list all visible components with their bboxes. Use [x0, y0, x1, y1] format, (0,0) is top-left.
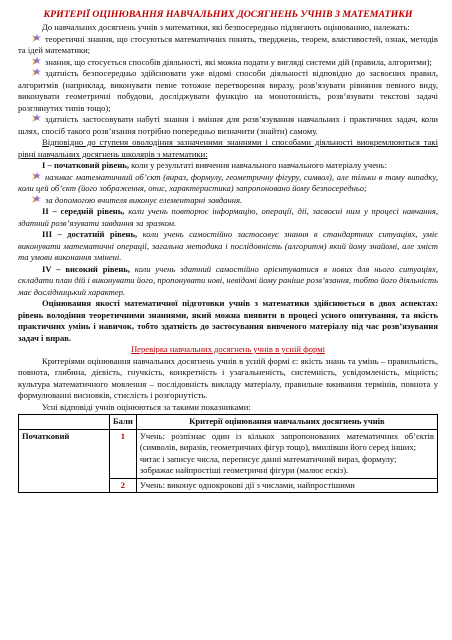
level-4-paragraph	[18, 264, 438, 299]
table-header-level	[19, 415, 110, 430]
table-intro: Усні відповіді учнів оцінюються за такими показниками:	[42, 401, 251, 412]
level-4-text: коли учень здатний самостійно орієнтуватися в нових для нього ситуаціях, складати план дій і виконувати його, пропонувати нові, невідомі йому раніше розв’язання, тобто його діяльність має дослідницький характер.	[18, 263, 438, 297]
criteria-line: читає і записує числа, переписує данні математичний вираз, формулу;	[139, 453, 397, 464]
star-arrow-bullet-icon	[32, 172, 42, 181]
levels-intro: Відповідно до ступеня оволодіння зазначеними знаннями і способами діяльності виокремлюються такі рівні навчальних досягнень школярів з математики:	[18, 137, 438, 159]
bullet-item	[18, 34, 438, 57]
level-3-heading: III – достатній рівень,	[42, 229, 138, 239]
level-2-heading: II – середній рівень,	[42, 206, 125, 216]
level-2-paragraph	[18, 206, 438, 229]
bullet-text: знання, що стосується способів діяльності, які можна подати у вигляді системи дій (правила, алгоритми);	[45, 56, 432, 67]
level-1-item	[18, 172, 438, 195]
bullet-text: теоретичні знання, що стосуються математичних понять, тверджень, теорем, властивостей, ознак, методів та ідей математики;	[18, 33, 438, 55]
table-header-criteria: Критерії оцінювання навчальних досягнень учнів	[136, 415, 437, 430]
level-4-heading: IV – високий рівень,	[42, 263, 130, 274]
oral-paragraph: Критеріями оцінювання навчальних досягнень учнів в усній формі є: якість знань та умінь – правильність, повнота, глибина, дієвість, гнучкість, конкретність і узагальненість, системність, усвідомленість, міцність; культура математичного мовлення – послідовність викладу матеріалу, правильне вживання термінів, повнота у формулюванні висновків, стислість і розгорнутість.	[18, 355, 438, 400]
level-cell: Початковий	[19, 429, 110, 493]
table-header-row	[19, 415, 438, 430]
level-1-heading: I – початковий рівень,	[42, 160, 129, 170]
oral-section-heading: Перевірка навчальних досягнень учнів в усній формі	[130, 344, 326, 354]
criteria-cell	[136, 429, 437, 478]
level-1-item-text: називає математичний об’єкт (вираз, формулу, геометричну фігуру, символ), але тільки в тому випадку, коли цей об’єкт (його зображення, опис, характеристика) запропоновано йому безпосередньо;	[18, 171, 438, 193]
criteria-table	[18, 414, 438, 493]
bullet-item	[18, 68, 438, 114]
table-row	[19, 429, 438, 478]
quality-paragraph: Оцінювання якості математичної підготовки учнів з математики здійснюється в двох аспектах: рівень володіння теоретичними знаннями, який можна виявити в процесі усного опитування, та якість практичних умінь і навичок, тобто здатність до застосування вивченого матеріалу під час розв’язування задач і вправ.	[18, 298, 438, 343]
level-1-paragraph	[18, 160, 438, 172]
bullet-text: здатність безпосередньо здійснювати уже відомі способи діяльності відповідно до засвоєних правил, алгоритмів (наприклад, виконувати певне тотожне перетворення виразу, розв’язувати рівняння певного виду, виконувати геометричні побудови, досліджувати функцію на монотонність, розв’язувати текстові задачі розглянутих типів тощо);	[18, 68, 438, 113]
bullet-item	[18, 57, 438, 69]
criteria-line: Учень: розпізнає один із кількох запропонованих математичних об’єктів (символів, виразів, геометричних фігур тощо), вмилівши його серед інших;	[139, 430, 434, 452]
star-arrow-bullet-icon	[32, 114, 42, 123]
page-title: КРИТЕРІЇ ОЦІНЮВАННЯ НАВЧАЛЬНИХ ДОСЯГНЕНЬ УЧНІВ З МАТЕМАТИКИ	[43, 9, 413, 20]
level-1-item	[18, 195, 438, 207]
points-cell: 1	[110, 429, 137, 478]
criteria-line: зображає найпростіші геометричні фігури (малює ескіз).	[139, 465, 349, 475]
level-3-text: коли учень самостійно застосовує знання в стандартних ситуаціях, уміє виконувати математичні операції, загальна методика і послідовність (алгоритм) який йому знайомі, але зміст та умови виконання змінені.	[18, 229, 438, 262]
star-arrow-bullet-icon	[32, 57, 42, 66]
bullet-text: здатність застосовувати набуті знання і вміння для розв’язування навчальних і практичних задач, коли шлях, спосіб такого розв’язання потрібно попередньо визначити (знайти) самому.	[18, 114, 438, 136]
table-header-points: Бали	[110, 415, 137, 430]
criteria-cell: Учень: виконує однокрокові дії з числами, найпростішими	[136, 478, 437, 493]
bullet-item	[18, 114, 438, 137]
intro-paragraph: До навчальних досягнень учнів з математики, які безпосередньо підлягають оцінюванню, належать:	[42, 22, 410, 32]
level-3-paragraph	[18, 229, 438, 264]
star-arrow-bullet-icon	[32, 68, 42, 77]
level-2-text: коли учень повторює інформацію, операції, дії, засвоєні ним у процесі навчання, здатний розв’язувати завдання за зразком.	[18, 206, 438, 228]
star-arrow-bullet-icon	[32, 195, 42, 204]
points-cell: 2	[110, 478, 137, 493]
level-1-heading-rest: коли у результаті вивчення навчального навчального матеріалу учень:	[129, 160, 387, 170]
level-1-item-text: за допомогою вчителя виконує елементарні завдання.	[45, 194, 243, 205]
star-arrow-bullet-icon	[32, 34, 42, 43]
